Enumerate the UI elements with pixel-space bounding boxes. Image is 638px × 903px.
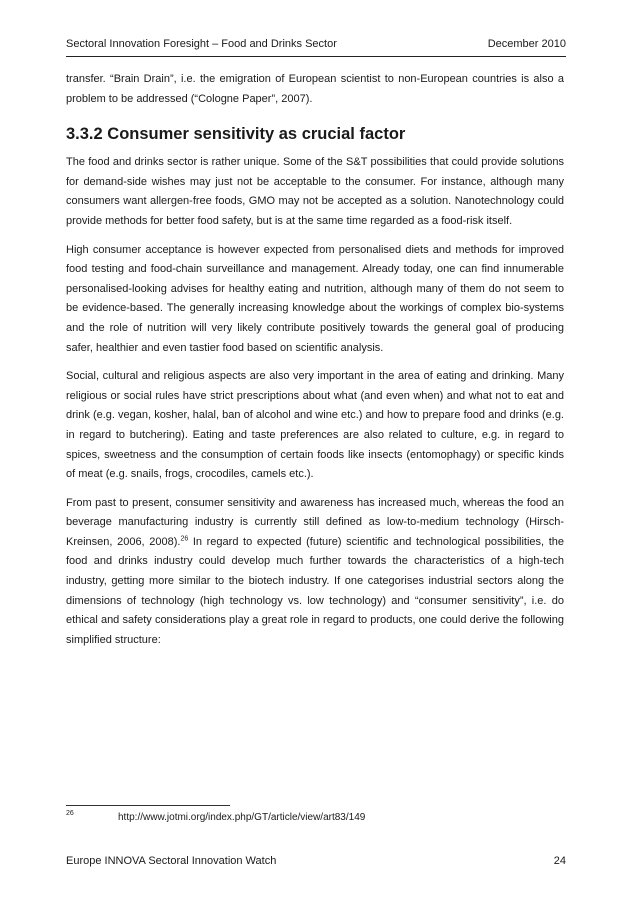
footnote-reference[interactable]: 26 — [180, 535, 189, 543]
footnote-link[interactable]: http://www.jotmi.org/index.php/GT/article/view/art83/149 — [118, 812, 366, 823]
paragraph-1: The food and drinks sector is rather unique. Some of the S&T possibilities that could provide solutions for demand-side wishes may just not be acceptable to the consumer. For instance, although many consumers want allergen-free foods, GMO may not be accepted as a solution. Nanotechnology could provide methods for better food safety, but is at the same time regarded as a food-risk itself. — [66, 156, 564, 227]
header-date: December 2010 — [487, 38, 566, 50]
paragraph-3: Social, cultural and religious aspects are also very important in the area of eating and drinking. Many religious or social rules have strict prescriptions about what (and even when) and what not to eat and drink (e.g. vegan, kosher, halal, ban of alcohol and wine etc.) and how to prepare food and drinks (e.g. in regard to butchering). Eating and taste preferences are also related to culture, e.g. in regard to spices, sweetness and the consumption of certain foods like insects (entomophagy) or specific kinds of meat (e.g. snails, frogs, crocodiles, camels etc.). — [66, 370, 564, 481]
page-number: 24 — [553, 855, 566, 867]
footer-title: Europe INNOVA Sectoral Innovation Watch — [66, 855, 277, 867]
page-footer — [66, 855, 566, 867]
footnote-number: 26 — [66, 810, 74, 817]
paragraph-4-part-a: From past to present, consumer sensitivity and awareness has increased much, whereas the food an beverage manufacturing industry is currently still defined as low-to-medium technology (Hirsch-Kreinsen, 2006, 2008). — [66, 496, 564, 548]
paragraph-4 — [66, 494, 564, 651]
section-heading: 3.3.2 Consumer sensitivity as crucial factor — [66, 125, 406, 144]
intro-paragraph: transfer. “Brain Drain”, i.e. the emigration of European scientist to non-European countries is also a problem to be addressed (“Cologne Paper”, 2007). — [66, 73, 564, 105]
body-text — [66, 70, 564, 659]
footnote — [66, 812, 365, 823]
header-divider — [66, 56, 566, 57]
paragraph-2: High consumer acceptance is however expected from personalised diets and methods for improved food testing and food-chain surveillance and management. Already today, one can find innumerable personalised-looking advises for healthy eating and nutrition, although many of them do not seem to be evidence-based. The generally increasing knowledge about the workings of complex bio-systems and the role of nutrition will very likely contribute positively towards the general goal of producing safer, healthier and even tastier food based on scientific analysis. — [66, 243, 564, 354]
footnote-divider — [66, 805, 230, 806]
paragraph-4-part-b: In regard to expected (future) scientific and technological possibilities, the food and drinks industry could develop much further towards the characteristics of a high-tech industry, getting more similar to the biotech industry. If one categorises industrial sectors along the dimensions of technology (high technology vs. low technology) and “consumer sensitivity”, i.e. do ethical and safety considerations play a great role in regard to products, one could derive the following simplified structure: — [66, 535, 564, 646]
page-header — [66, 38, 566, 54]
header-title: Sectoral Innovation Foresight – Food and Drinks Sector — [66, 38, 337, 50]
